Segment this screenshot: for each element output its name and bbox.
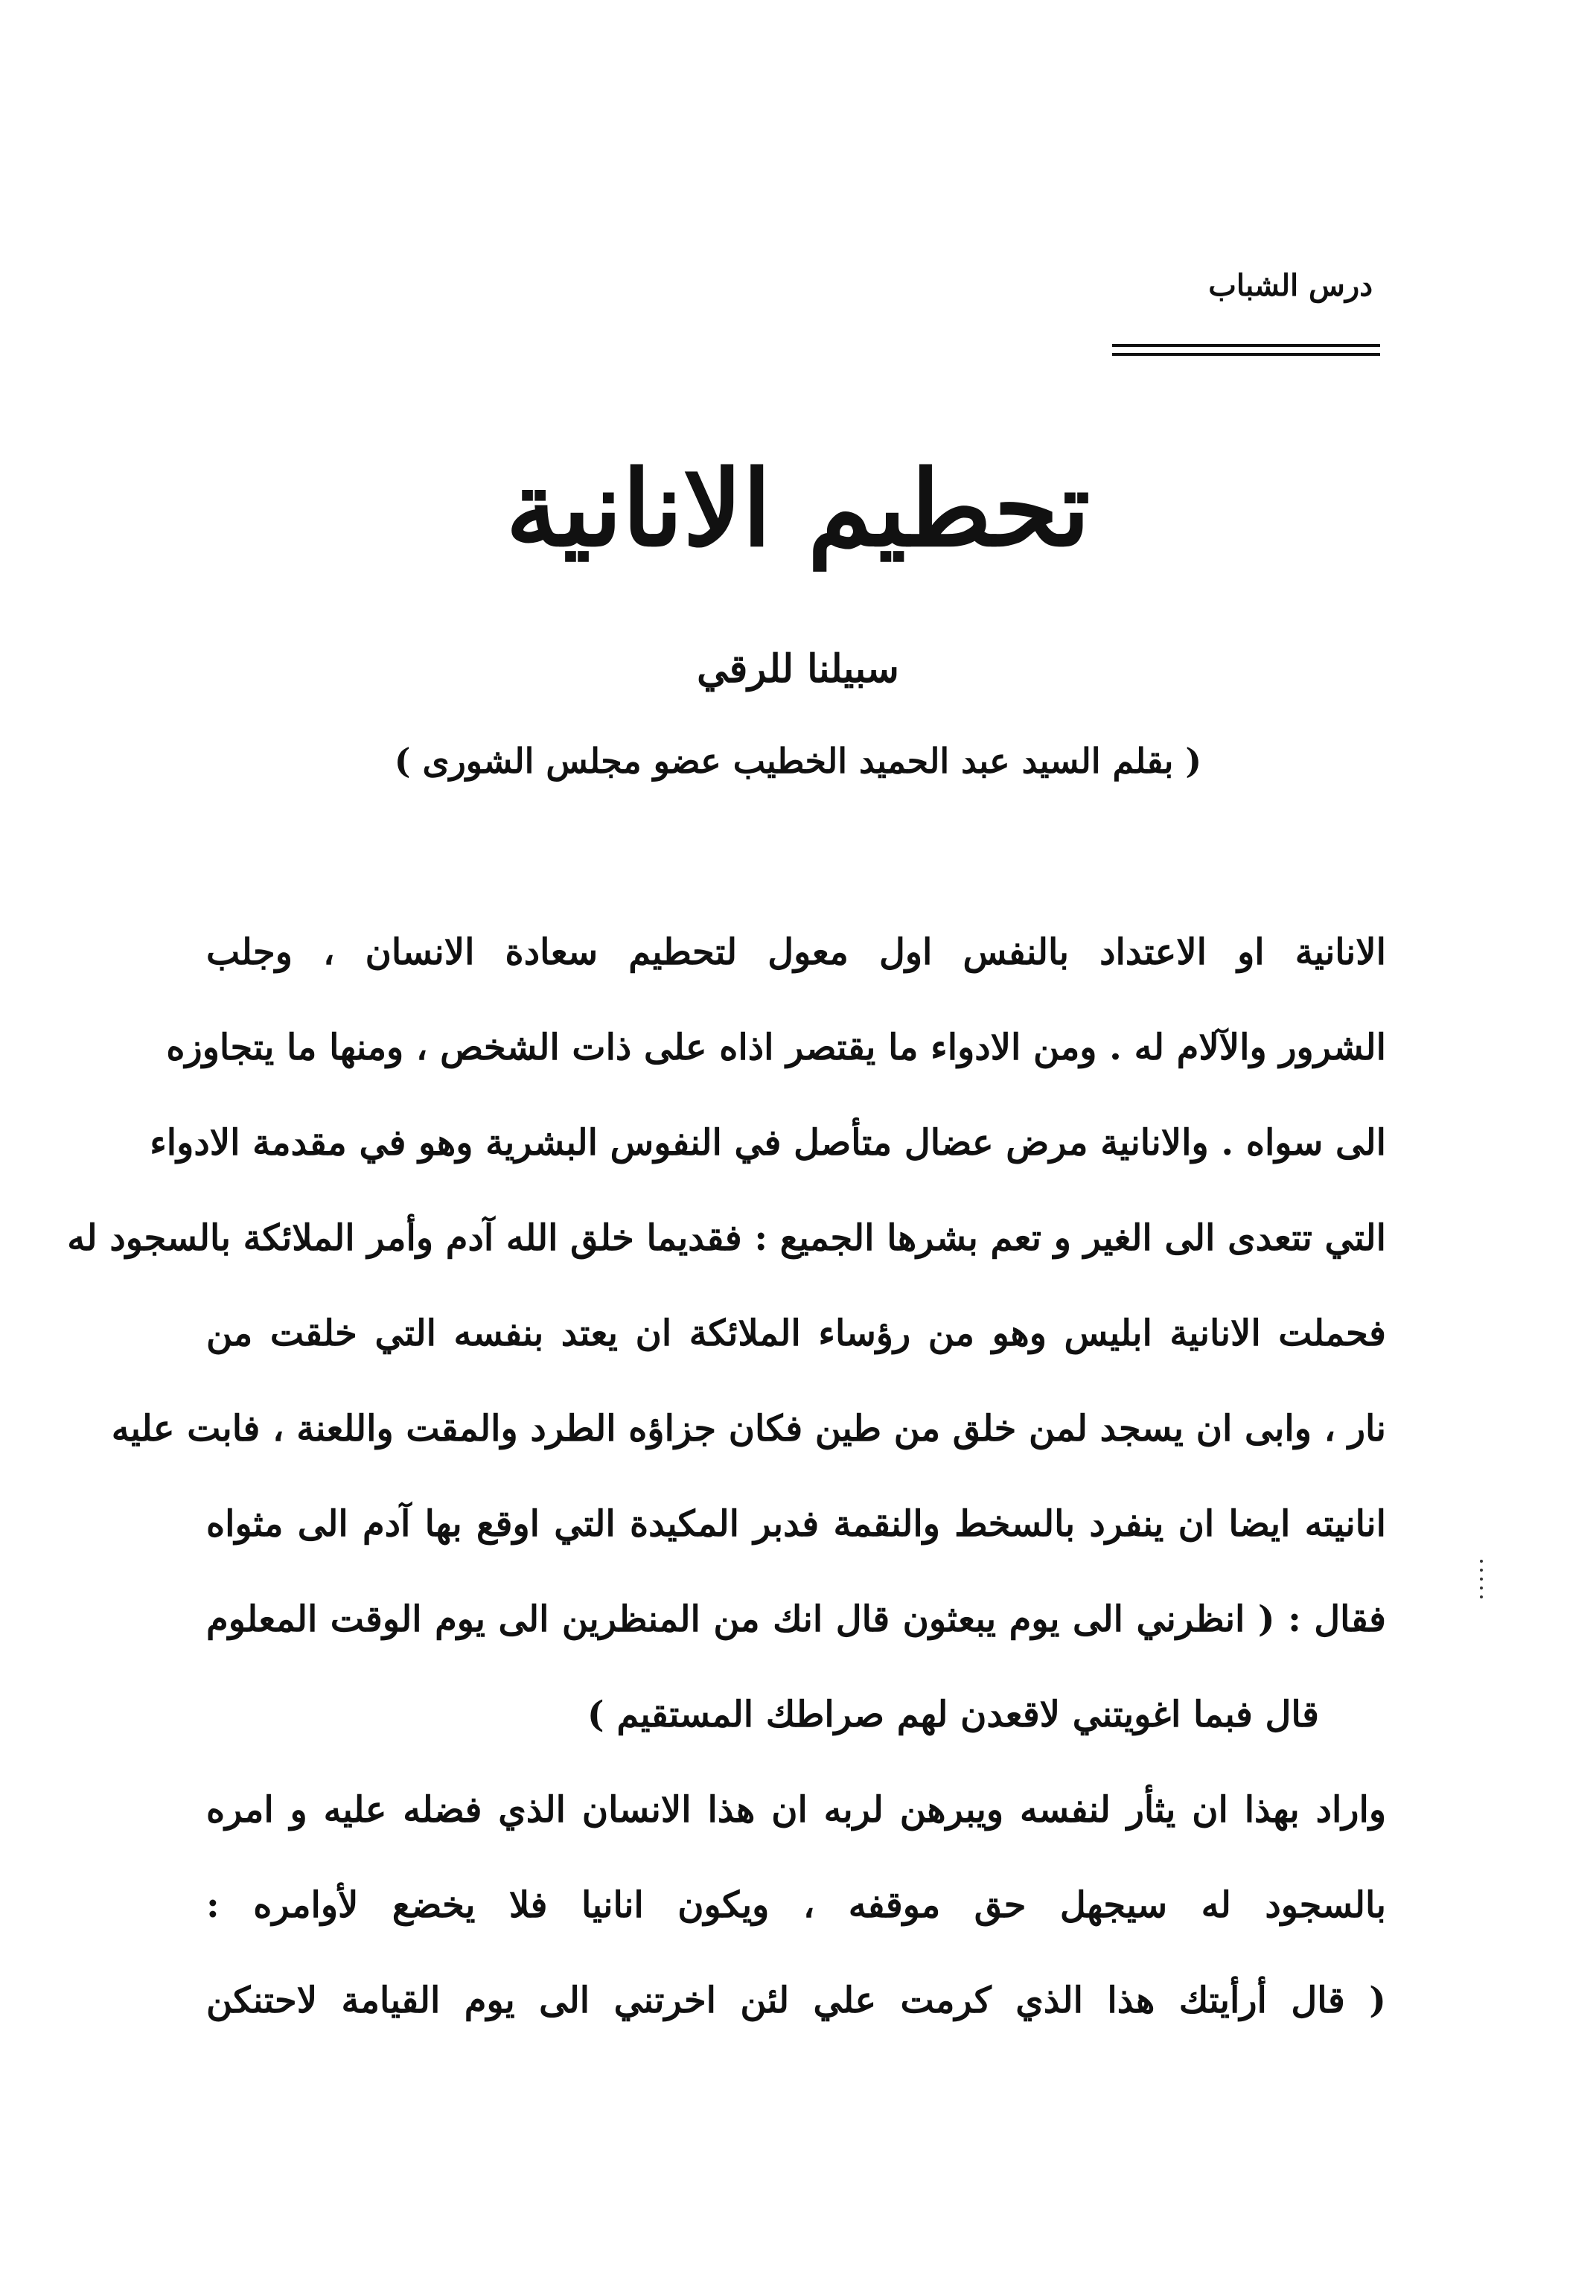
- article-subtitle: سبيلنا للرقي: [697, 646, 899, 692]
- body-line: فحملت الانانية ابليس وهو من رؤساء الملائكة ان يعتد بنفسه التي خلقت من: [206, 1313, 1386, 1354]
- body-line: ( قال أرأيتك هذا الذي كرمت علي لئن اخرتني الى يوم القيامة لاحتنكن: [206, 1980, 1386, 2021]
- body-line: واراد بهذا ان يثأر لنفسه ويبرهن لربه ان هذا الانسان الذي فضله عليه و امره: [206, 1789, 1387, 1831]
- header-rule-second: [1112, 353, 1380, 356]
- body-line: فقال : ( انظرني الى يوم يبعثون قال انك من المنظرين الى يوم الوقت المعلوم: [206, 1598, 1386, 1640]
- margin-dots: [1478, 1560, 1485, 1598]
- body-line: الى سواه . والانانية مرض عضال متأصل في النفوس البشرية وهو في مقدمة الادواء: [150, 1122, 1386, 1164]
- body-line: الشرور والآلام له . ومن الادواء ما يقتصر اذاه على ذات الشخص ، ومنها ما يتجاوزه: [166, 1027, 1386, 1068]
- article-byline: ( بقلم السيد عبد الحميد الخطيب عضو مجلس الشورى ): [394, 741, 1202, 781]
- body-line: بالسجود له سيجهل حق موقفه ، ويكون انانيا فلا يخضع لأوامره :: [206, 1884, 1386, 1926]
- section-label: درس الشباب: [1208, 268, 1373, 303]
- body-line: نار ، وابى ان يسجد لمن خلق من طين فكان جزاؤه الطرد والمقت واللعنة ، فابت عليه: [111, 1408, 1386, 1450]
- body-line: انانيته ايضا ان ينفرد بالسخط والنقمة فدبر المكيدة التي اوقع بها آدم الى مثواه: [206, 1503, 1386, 1545]
- header-rule: [1112, 344, 1380, 347]
- article-body: [67, 905, 1387, 2048]
- body-line-quote: قال فبما اغويتني لاقعدن لهم صراطك المستقيم ): [587, 1694, 1319, 1735]
- body-line: التي تتعدى الى الغير و تعم بشرها الجميع : فقديما خلق الله آدم وأمر الملائكة بالسجود له: [67, 1217, 1386, 1259]
- body-line: الانانية او الاعتداد بالنفس اول معول لتحطيم سعادة الانسان ، وجلب: [206, 931, 1386, 973]
- article-title: تحطيم الانانية: [505, 448, 1091, 570]
